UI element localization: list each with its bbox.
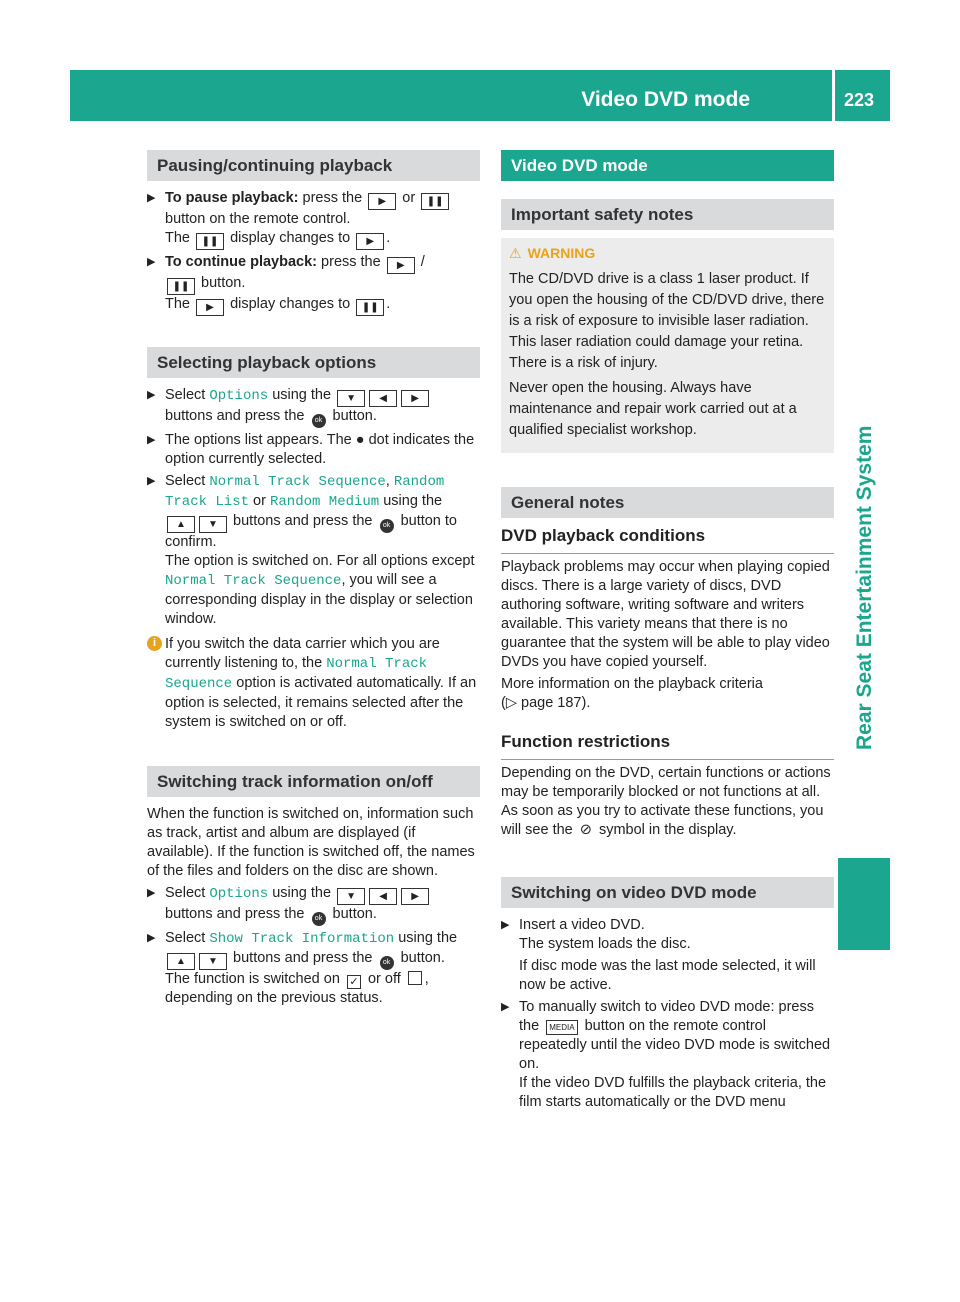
section-heading-track-info: Switching track information on/off [147,766,480,797]
page-header-bar [70,70,890,121]
subheading-dvd-playback: DVD playback conditions [501,526,834,554]
left-key-icon: ◀ [369,390,397,407]
dvd-paragraph-1: Playback problems may occur when playing copied discs. There is a large variety of discs, DVD authoring software, writing software and writers available. This variety means that there is no guarantee that the system will be able to play video DVDs you have copied yourself. [501,559,830,670]
warning-box: ⚠ WARNING The CD/DVD drive is a class 1 laser product. If you open the housing of the CD/DVD drive, there is a risk of exposure to invisible laser radiation. This laser radiation could damage your retina. There is a risk of injury. Never open the housing. Always have maintenance and repair work carried out at a qualified specialist workshop. [501,238,834,453]
warning-triangle-icon: ⚠ [509,245,522,261]
section-heading-switch-on: Switching on video DVD mode [501,877,834,908]
play-key-icon: ▶ [196,299,224,316]
down-key-icon: ▼ [337,888,365,905]
ok-button-icon: ok [380,519,394,533]
ok-button-icon: ok [312,414,326,428]
down-key-icon: ▼ [337,390,365,407]
pause-key-icon: ❚❚ [356,299,384,316]
step-pause: ▶ To pause playback: press the ▶ or ❚❚ button on the remote control. The ❚❚ display changes to ▶ . [147,189,480,250]
step-manual-switch: ▶ To manually switch to video DVD mode: press the MEDIA button on the remote control repeatedly until the video DVD mode is switched on. If the video DVD fulfills the playback criteria, the film starts automatically or the DVD menu [501,998,834,1112]
function-paragraph: Depending on the DVD, certain functions or actions may be temporarily blocked or not functions at all. As soon as you try to activate these functions, you will see the ⊘ symbol in the display. [501,765,831,838]
media-key-icon: MEDIA [546,1020,577,1035]
pause-key-icon: ❚❚ [167,278,195,295]
section-heading-general: General notes [501,487,834,518]
pause-key-icon: ❚❚ [421,193,449,210]
left-column [147,150,480,1011]
page-number: 223 [844,90,875,110]
checked-box-icon: ✓ [347,975,361,989]
blocked-symbol-icon: ⊘ [579,822,592,838]
side-tab-label: Rear Seat Entertainment System [853,425,876,750]
play-key-icon: ▶ [368,193,396,210]
unchecked-box-icon [408,971,422,985]
side-tab-block [838,858,890,950]
track-info-intro: When the function is switched on, information such as track, artist and album are displayed (if available). If the function is switched off, the names of the files and folders on the disc are shown. [147,806,475,879]
ok-button-icon: ok [312,912,326,926]
down-key-icon: ▼ [199,953,227,970]
section-heading-pausing: Pausing/continuing playback [147,150,480,181]
play-key-icon: ▶ [387,257,415,274]
warning-paragraph-2: Never open the housing. Always have maintenance and repair work carried out at a qualified specialist workshop. [509,380,797,438]
step-insert-dvd: ▶ Insert a video DVD. The system loads the disc. If disc mode was the last mode selected, it will now be active. [501,916,834,995]
dot-icon: ● [355,432,365,448]
step-options-list: ▶ The options list appears. The ● dot indicates the option currently selected. [147,431,480,469]
pause-key-icon: ❚❚ [196,233,224,250]
step-show-track-info: ▶ Select Show Track Information using the ▲ ▼ buttons and press the ok button. The function is switched on ✓ or off , depending on the previous status. [147,929,480,1008]
down-key-icon: ▼ [199,516,227,533]
up-key-icon: ▲ [167,953,195,970]
section-heading-safety: Important safety notes [501,199,834,230]
step-continue: ▶ To continue playback: press the ▶ / ❚❚ button. The ▶ display changes to ❚❚ . [147,253,480,316]
right-key-icon: ▶ [401,888,429,905]
warning-paragraph-1: The CD/DVD drive is a class 1 laser product. If you open the housing of the CD/DVD drive, there is a risk of exposure to invisible laser radiation. This laser radiation could damage your retina. There is a risk of injury. [509,271,825,371]
right-key-icon: ▶ [401,390,429,407]
step-select-sequence: ▶ Select Normal Track Sequence, Random Track List or Random Medium using the ▲ ▼ buttons and press the ok button to confirm. The option is switched on. For all options except Normal Track Sequence, you will see a corresponding display in the display or selection window. [147,472,480,629]
header-separator [832,70,835,121]
ok-button-icon: ok [380,956,394,970]
step-select-options-2: ▶ Select Options using the ▼ ◀ ▶ buttons and press the ok button. [147,884,480,926]
step-select-options: ▶ Select Options using the ▼ ◀ ▶ buttons and press the ok button. [147,386,480,428]
section-heading-playback-options: Selecting playback options [147,347,480,378]
info-note: i If you switch the data carrier which you are currently listening to, the Normal Track Sequence option is activated automatically. If an option is selected, it remains selected after the system is switched on or off. [147,635,480,732]
info-icon: i [147,636,162,651]
play-key-icon: ▶ [356,233,384,250]
left-key-icon: ◀ [369,888,397,905]
subheading-function-restrictions: Function restrictions [501,732,834,760]
main-heading-video-dvd: Video DVD mode [501,150,834,181]
right-column [501,150,834,1115]
header-title: Video DVD mode [581,88,750,111]
dvd-paragraph-2: More information on the playback criteria (▷ page 187). [501,676,763,711]
up-key-icon: ▲ [167,516,195,533]
